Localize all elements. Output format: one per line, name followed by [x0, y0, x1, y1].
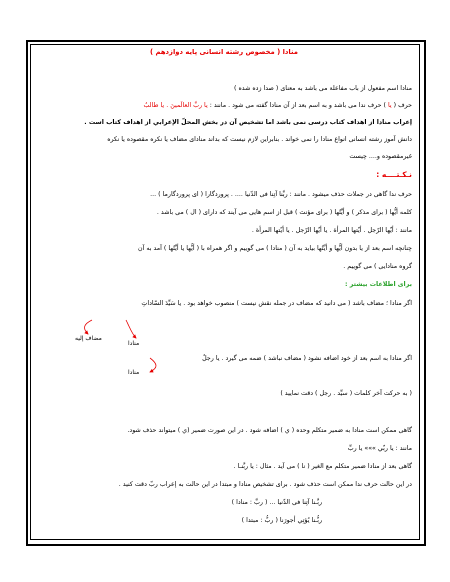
more-info-line-8: ربَّـنا آتِنا فی الدّنیا ... ( ربَّ : منادا ): [231, 499, 322, 506]
intro-2-mid: ) حرف ندا می باشد و به اسم بعد از آن منادا گفته می شود . مانند :: [207, 102, 388, 109]
more-info-line-7: در این حالت حرف ندا ممکن است حذف شود . برای تشخیص منادا و مبتدا در این حالت به إعراب ربّ دقت کنید .: [118, 481, 412, 488]
more-info-line-3: ( به حرکت آخر کلمات ( سیِّد . رجل ) دقت نمایید ): [280, 390, 412, 397]
more-info-line-6: گاهی بعد از منادا ضمیر متکلم مع الغیر ( نا ) می آید . مثال : یا ربَّنـا .: [233, 463, 412, 470]
notes-line-2: کلمه أیُّها ( برای مذکر ) و أیَّتُها ( برای مؤنث ) قبل از اسم هایی می آیند که دارای ( ال ) می باشد .: [156, 209, 412, 216]
annotation-monada-1: منادا: [128, 340, 140, 347]
arrow-mozaf-elayh: [85, 320, 92, 334]
arrow-monada-2: [150, 358, 156, 372]
notes-line-3: مانند : أیّها الرّجل . أیّتها المرأة . یا أیّها الرّجل . یا أیّتها المرأة .: [251, 227, 412, 234]
more-info-line-5: مانند : یا ربّي »»» یا ربِّ: [347, 445, 412, 452]
intro-2-red2: یا ربَّ العالَمینَ . یا طالبُ: [143, 102, 208, 109]
intro-2-pre: حرف (: [391, 102, 412, 109]
notes-line-5: گروه منادایی ) می گوییم .: [343, 263, 412, 270]
more-info-line-1: اگر منادا ؛ مضاف باشد ( می دانید که مضاف در جمله نقش نیست ) منصوب خواهد بود . یا سَیِّدَ السّاداتِ: [141, 300, 412, 307]
notes-line-4: چنانچه اسم بعد از یا بدون أیُّها و أیَّتُها بیاید به آن ( منادا ) می گوییم و اگر همراه با ( أیُّها یا أیَّتُها ) آمد به آن: [137, 245, 412, 252]
more-info-line-4: گاهی ممکن است منادا به ضمیر متکلم وحده ( ي ) اضافه شود . در این صورت ضمیر (ي ) میتواند حذف شود.: [127, 427, 412, 434]
intro-line-5: غیرمقصوده و.... چیست: [349, 153, 412, 160]
annotation-monada-2: منادا: [128, 369, 140, 376]
notes-heading: نـکـتــــه :: [376, 170, 412, 179]
more-info-heading: برای اطلاعات بیشتر :: [345, 281, 412, 288]
notes-line-1: حرف ندا گاهی در جملات حذف میشود . مانند : ربَّنا آتِنا فی الدّنیا .... . پروردگارا ( ای پروردگارما ) ...: [150, 191, 412, 198]
intro-line-4: دانش آموز رشته انسانی انواع منادا را نمی خواند . بنابراین لازم نیست که بداند منادای مضاف یا نکره مقصوده یا نکره: [107, 136, 412, 143]
page-title: منادا ( مخصوص رشته انسانی پایه دوازدهم ): [150, 48, 298, 56]
arrow-monada-1: [126, 320, 136, 338]
intro-line-1: منادا اسم مفعول از باب مفاعلة می باشد به معنای ( صدا زده شده ): [234, 85, 412, 92]
more-info-line-9: ربُّـنا یُؤتِي أجورَنا ( ربُّ : مبتدا ): [241, 517, 322, 524]
intro-line-3: إعراب منادا از اهداف کتاب درسی نمی باشد اما تشخیص آن در بخش المحلّ الإعرابي از اهداف کتاب است .: [84, 119, 412, 126]
intro-2-red1: یا: [387, 102, 392, 109]
more-info-line-2: اگر منادا به اسم بعد از خود اضافه نشود ( مضاف نباشد ) ضمه می گیرد . یا رجلُ: [202, 355, 412, 362]
annotation-mozaf-elayh: مضاف إلیه: [75, 335, 102, 342]
